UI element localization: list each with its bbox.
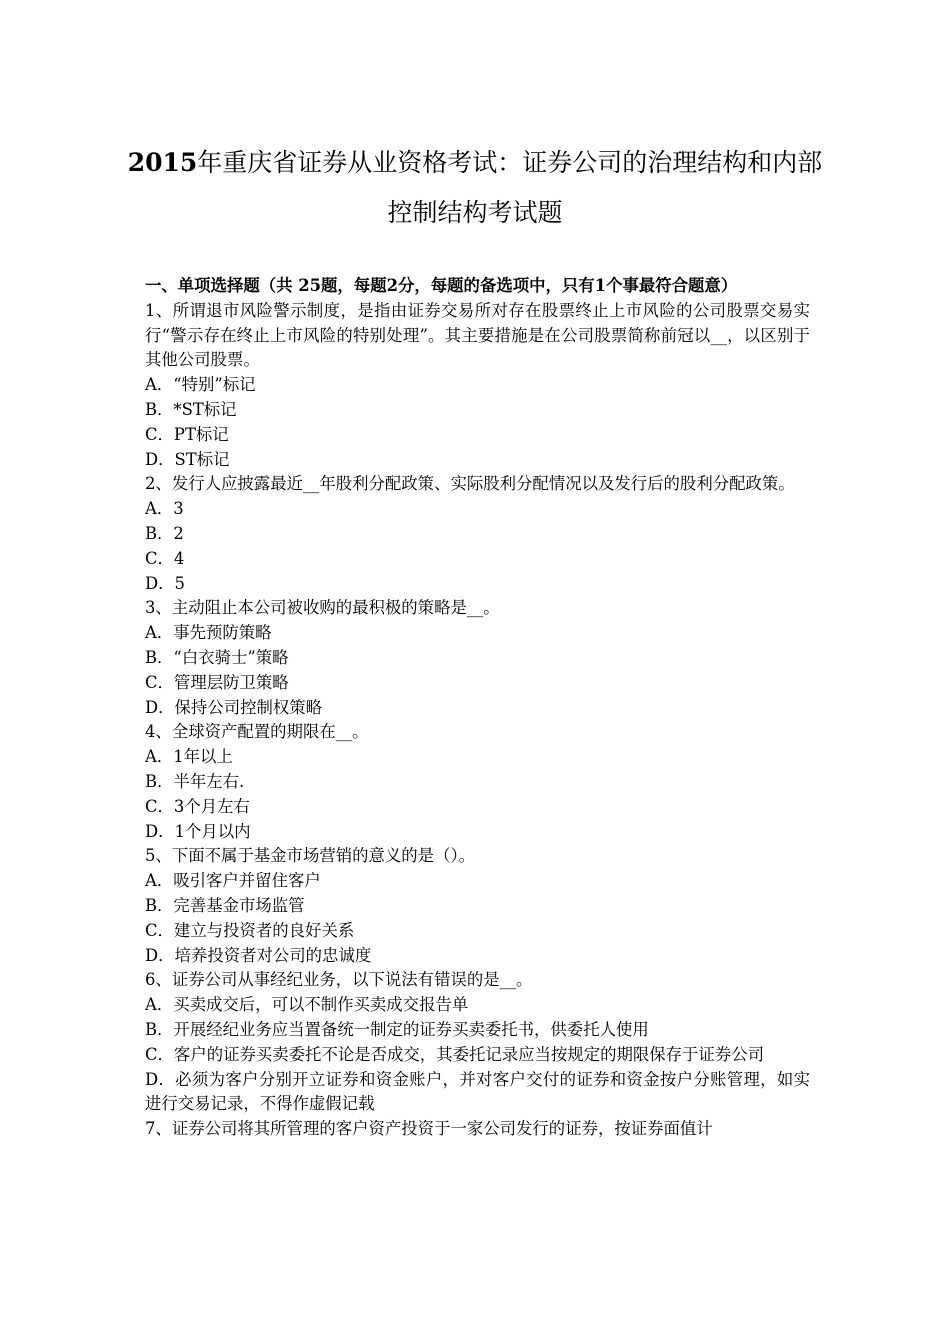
option-1a: A．“特别”标记 <box>145 375 256 395</box>
option-4c: C．3个月左右 <box>145 796 250 816</box>
question-2: 2、发行人应披露最近__年股利分配政策、实际股利分配情况以及发行后的股利分配政策。 <box>145 474 795 494</box>
option-3d: D．保持公司控制权策略 <box>145 697 323 717</box>
option-2d: D．5 <box>145 573 185 593</box>
option-1b: B．*ST标记 <box>145 399 237 419</box>
option-2b: B．2 <box>145 523 184 543</box>
option-4a: A．1年以上 <box>145 747 233 767</box>
option-1d: D．ST标记 <box>145 449 230 469</box>
option-4d: D．1个月以内 <box>145 821 251 841</box>
option-6c: C．客户的证券买卖委托不论是否成交，其委托记录应当按规定的期限保存于证券公司 <box>145 1044 764 1064</box>
option-1c: C．PT标记 <box>145 424 229 444</box>
option-5a: A．吸引客户并留住客户 <box>145 871 321 891</box>
option-5c: C．建立与投资者的良好关系 <box>145 920 355 940</box>
section-heading: 一、单项选择题（共 25题，每题2分，每题的备选项中，只有1个事最符合题意） <box>145 276 738 295</box>
title-text: 年重庆省证券从业资格考试：证券公司的治理结构和内部控制结构考试题 <box>197 148 823 227</box>
question-7: 7、证券公司将其所管理的客户资产投资于一家公司发行的证券，按证券面值计 <box>145 1119 713 1139</box>
option-3a: A．事先预防策略 <box>145 623 272 643</box>
document-title <box>120 138 830 238</box>
option-3c: C．管理层防卫策略 <box>145 672 289 692</box>
option-6b: B．开展经纪业务应当置备统一制定的证券买卖委托书，供委托人使用 <box>145 1019 649 1039</box>
question-3: 3、主动阻止本公司被收购的最积极的策略是__。 <box>145 598 500 618</box>
question-4: 4、全球资产配置的期限在__。 <box>145 722 369 742</box>
option-2c: C．4 <box>145 548 185 568</box>
option-4b: B．半年左右. <box>145 771 245 791</box>
question-6: 6、证券公司从事经纪业务，以下说法有错误的是__。 <box>145 970 533 990</box>
title-year: 2015 <box>127 148 198 177</box>
document-body <box>145 274 810 1142</box>
option-3b: B．“白衣骑士”策略 <box>145 647 289 667</box>
option-6d: D．必须为客户分别开立证券和资金账户，并对客户交付的证券和资金按户分账管理，如实进行交易记录，不得作虚假记载 <box>145 1069 810 1114</box>
option-6a: A．买卖成交后，可以不制作买卖成交报告单 <box>145 995 469 1015</box>
option-5b: B．完善基金市场监管 <box>145 895 305 915</box>
option-2a: A．3 <box>145 499 184 519</box>
question-5: 5、下面不属于基金市场营销的意义的是（）。 <box>145 846 476 866</box>
question-1: 1、所谓退市风险警示制度，是指由证券交易所对存在股票终止上市风险的公司股票交易实行“警示存在终止上市风险的特别处理”。其主要措施是在公司股票简称前冠以__，以区别于其他公司股票。 <box>145 300 810 370</box>
option-5d: D．培养投资者对公司的忠诚度 <box>145 945 372 965</box>
